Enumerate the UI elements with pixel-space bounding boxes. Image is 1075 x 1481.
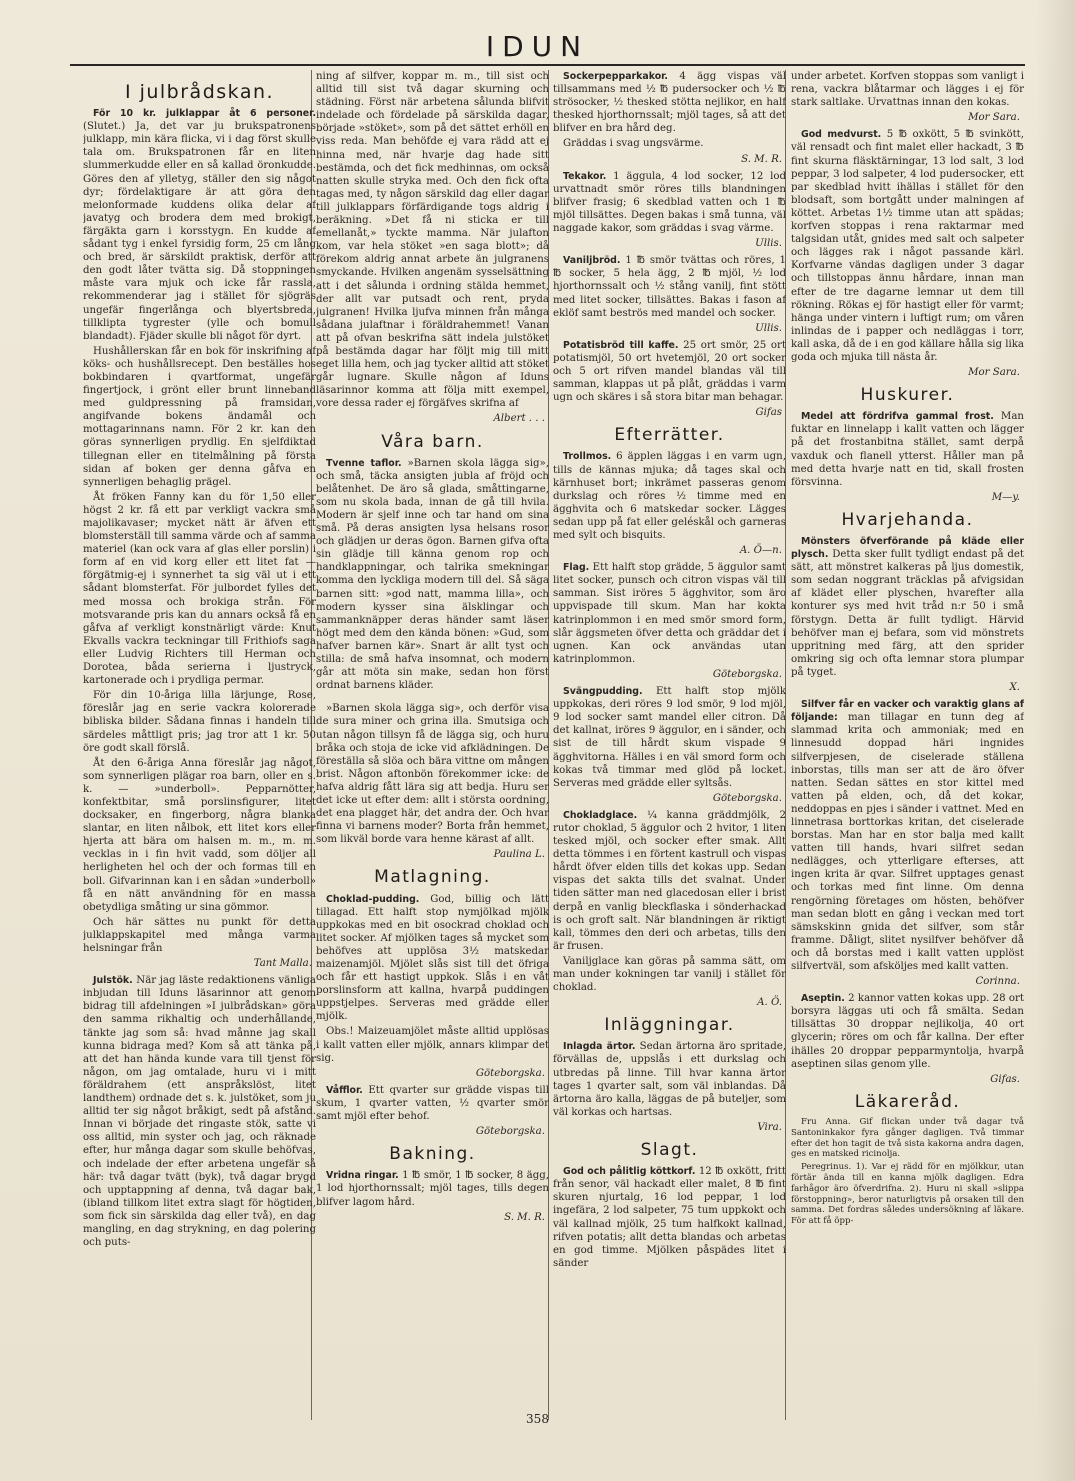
signature: Göteborgska. xyxy=(475,1126,545,1138)
signature: Mor Sara. xyxy=(968,112,1020,124)
article-text: Obs.! Maizeuamjölet måste alltid upplösas i kallt vatten eller mjölk, annars klimpar det sig. xyxy=(316,1026,549,1064)
article-text: Åt den 6-åriga Anna föreslår jag något, som synnerligen plägar roa barn, oller en s. k. — »underboll». Pepparnötter, konfektbitar, små porslinsfigurer, litet docksaker, en fingerborg, några blanka slantar, en liten nålbok, ett litet kors eller hjerta att bära om halsen m. m., m. m. vecklas in i fin hvit vadd, som döljer all herligheten hel och der och formas till en boll. Gifvarinnan kan i en sådan »underboll» få en nätt användning för en massa obetydliga småting ur sina gömmor. xyxy=(83,757,316,913)
signature: M—y. xyxy=(991,491,1020,503)
article-lead: God och pålitlig köttkorf. xyxy=(563,1166,696,1178)
article-lead: Potatisbröd till kaffe. xyxy=(563,339,679,351)
article-lead: Sockerpepparkakor. xyxy=(563,71,668,82)
column-1 xyxy=(83,70,316,1430)
article-lead: Svängpudding. xyxy=(563,686,643,698)
masthead: IDUN xyxy=(485,30,590,63)
article-lead: Medel att fördrifva gammal frost. xyxy=(801,411,994,423)
article-lead: Chokladglace. xyxy=(563,809,638,821)
column-2 xyxy=(316,70,549,1430)
signature: Göteborgska. xyxy=(712,668,782,680)
heading-efterratter: Efterrätter. xyxy=(614,425,725,446)
article-text: Fru Anna. Gif flickan under två dagar två Santoninkakor fyra gånger dagligen. Två timmar efter det hon tagit de två sista kakorna andra dagen, ges en matsked ricinolja. xyxy=(791,1116,1024,1160)
signature: S. M. R. xyxy=(741,153,782,165)
article-lead: För 10 kr. julklappar åt 6 personer. xyxy=(93,108,316,120)
article-lead: Tekakor. xyxy=(563,170,607,182)
article-text: (Slutet.) Ja, det var ju brukspatronens julklapp, min kära flicka, vi i dag först skulle tala om. Brukspatronen får en liten slummerkudde eller en så kallad öronkudde. Göres den af ylletyg, ställer den sig något dyr; fördelaktigare är att göra den melonformade kuddens olika delar af javatyg och brodera dem med brokigt, färgäkta garn i korsstygn. En kudde af sådant tyg i enkel fyrsidig form, 25 cm lång och bred, är särskildt praktisk, derför att den godt låter tvätta sig. Då stoppningen måste vara mjuk och icke får rassla, rekommenderar jag i stället för sjögräs ungefär fingerlånga och blyertsbreda, tillklipta tygrester (ylle och bomull blandadt). Fjäder skulle bli något för dyrt. xyxy=(83,121,316,342)
article-text: Ett halft stop mjölk uppkokas, deri röres 9 lod smör, 9 lod mjöl, 9 lod socker samt mandel eller citron. Då det kallnat, iröres 9 äggulor, en i sänder, och sist de till hårdt skum vispade 9 ägghvitorna. Hälles i en väl smord form och kokas två timmar med glöd på locket. Serveras med grädde eller syltsås. xyxy=(553,686,786,789)
signature: Tant Malla. xyxy=(253,958,312,970)
article-text: 6 äpplen läggas i en varm ugn, tills de kännas mjuka; då tages skal och kärnhuset bort; inkrämet passeras genom durkslag och röres ½ timme med en ägghvita och 6 matskedar socker. Lägges sedan upp på fat eller geléskål och garneras med sylt och bisquits. xyxy=(553,451,786,541)
heading-bakning: Bakning. xyxy=(389,1144,476,1165)
page-edge-shadow xyxy=(1035,0,1075,1481)
signature: Gifas xyxy=(755,407,782,419)
article-lead: Inlagda ärtor. xyxy=(563,1041,636,1053)
article-lead: Mönsters öfverförande på kläde eller plysch. xyxy=(791,536,1024,561)
heading-vara-barn: Våra barn. xyxy=(381,431,484,452)
article-lead: Våfflor. xyxy=(326,1084,363,1096)
article-lead: Vaniljbröd. xyxy=(563,255,621,267)
heading-hvarjehanda: Hvarjehanda. xyxy=(841,509,974,530)
article-lead: Tvenne taflor. xyxy=(326,457,402,469)
article-lead: Aseptin. xyxy=(801,993,845,1005)
article-text: Vaniljglace kan göras på samma sätt, om man under kokningen tar vanilj i stället för choklad. xyxy=(553,955,786,994)
article-lead: God medvurst. xyxy=(801,129,882,141)
article-text: 1 äggula, 4 lod socker, 12 lod urvattnadt smör röres tills blandningen blifver frasig; 6 skedblad vatten och 1 ℔ mjöl tillsättes. Degen bakas i små tunna, väl naggade kakor, som gräddas i svag värme. xyxy=(553,170,786,235)
heading-lakarerad: Läkareråd. xyxy=(854,1091,961,1112)
heading-slagt: Slagt. xyxy=(640,1140,699,1161)
article-text: Och här sättes nu punkt för detta julklappskapitel med många varma helsningar från xyxy=(83,916,316,954)
article-lead: Silfver får en vacker och varaktig glans af följande: xyxy=(791,699,1024,724)
article-lead: Vridna ringar. xyxy=(326,1170,399,1182)
heading-huskurer: Huskurer. xyxy=(860,385,955,406)
page-number: 358 xyxy=(526,1412,549,1426)
heading-matlagning: Matlagning. xyxy=(374,867,491,888)
article-text: ning af silfver, koppar m. m., till sist och alltid till sist två dagar skurning och städning. Först när arbetena sålunda blifvit indelade och fördelade på särskilda dagar, började »stöket», som på det sättet erhöll en viss reda. Man behöfde ej vara rädd att ej hinna med, när hvarje dag hade sitt bestämda, och det fick medhinnas, om också natten skulle stryka med. Och den fick ofta tagas med, ty någon särskild dag eller dagar till julklappars förfärdigande togs aldrig i beräkning. »Det få ni sticka er till emellanåt,» tyckte mamma. När julafton kom, var hela stöket »en saga blott»; då förekom aldrig annat arbete än julgranens smyckande. Hvilken angenäm sysselsättning att i det sålunda i ordning stälda hemmet, der allt var putsadt och rent, pryda julgranen! Hvilka ljufva minnen från många sådana julaftnar i föräldrahemmet! Vanan att på ofvan beskrifna sätt indela julstöket på bestämda dagar har följt mig till mitt eget lilla hem, och jag tycker alltid att stöket går lugnare. Skulle någon af Iduns läsarinnor komma att följa mitt exempel, vore dessa rader ej förgäfves skrifna af xyxy=(316,71,549,410)
signature: X. xyxy=(1009,682,1020,694)
article-text: ¼ kanna gräddmjölk, 2 rutor choklad, 5 äggulor och 2 hvitor, 1 liten tesked mjöl, och socker efter smak. Allt detta tömmes i en förtent kastrull och vispas hårdt öfver elden tills det kokas upp. Sedan vispas det sakta tills det svalnat. Under tiden sätter man ned glacedosan eller i brist derpå en vanlig bleckflaska i sönderhackad is och groft salt. När blandningen är riktigt kall, tömmes den deri och arbetas, tills den är frusen. xyxy=(553,809,786,952)
signature: A. Ö. xyxy=(757,997,782,1009)
article-text: under arbetet. Korfven stoppas som vanligt i rena, vackra blåtarmar och lägges i ej för stark saltlake. Urvattnas innan den kokas. xyxy=(791,71,1024,109)
column-3 xyxy=(553,70,786,1430)
article-text: 2 kannor vatten kokas upp. 28 ort borsyra läggas uti och få smälta. Sedan tillsättas 30 droppar nejlikolja, 40 ort glycerin; röres om och får kallna. Der efter ihälles 20 droppar pepparmyntolja, hvarpå aseptinen silas genom ylle. xyxy=(791,993,1024,1070)
signature: Gifas. xyxy=(990,1073,1020,1085)
article-text: 1 ℔ smör tvättas och röres, 1 ℔ socker, 5 hela ägg, 2 ℔ mjöl, ½ lod hjorthornssalt och ½ stång vanilj, fint stött med litet socker, tillsättes. Bakas i fason af eklöf samt beströs med mandel och socker. xyxy=(553,255,786,319)
signature: Ullis. xyxy=(755,238,782,250)
article-text: Hushållerskan får en bok för inskrifning af köks- och hushållsrecept. Den beställes hos bokbindaren i qvartformat, ungefär fingertjock, i grönt eller brunt linneband med guldpressning på framsidan, angifvande bokens ändamål och mottagarinnans namn. För 2 kr. kan den göras synnerligen prydlig. En sjelfdiktad tillegnan eller en titelmålning på första sidan af boken ger denna gåfva en synnerligen behaglig prägel. xyxy=(83,345,316,488)
article-lead: Trollmos. xyxy=(563,451,612,463)
article-text: »Barnen skola lägga sig», och derför visa de sura miner och grina illa. Smutsiga och utan någon tillsyn få de lägga sig, och huru bråka och stoja de icke vid afklädningen. De föreställa så slöa och bära vittne om mången brist. Någon aftonbön förekommer icke: de hafva aldrig fått lära sig att bedja. Huru ser det icke ut efter dem: allt i största oordning, det ena plagget här, det andra der. Och hvar finna vi barnens moder? Borta från hemmet, som likväl borde vara henne kärast af allt. xyxy=(316,703,549,846)
article-text: 1 ℔ smör, 1 ℔ socker, 8 ägg, 1 lod hjorthornssalt; mjöl tages, tills degen blifver lagom hård. xyxy=(316,1170,549,1208)
signature: Göteborgska. xyxy=(712,792,782,804)
heading-inlaggningar: Inläggningar. xyxy=(604,1015,735,1036)
article-text: Detta sker fullt tydligt endast på det sätt, att mönstret kalkeras på ljus domestik, som sedan noggrant träcklas på afvigsidan af klädet eller plyschen, hvarefter alla konturer sys med hvit tråd n:r 50 i små förstygn. Detta är fullt tydligt. Härvid behöfver man ej befara, som vid mönstrets uppritning med färg, att den sprider omkring sig och ofta lemnar stora plumpar på tyget. xyxy=(791,549,1024,678)
signature: Paulina L. xyxy=(493,849,545,861)
signature: Vira. xyxy=(757,1121,782,1133)
article-text: man tillagar en tunn deg af slammad krita och ammoniak; med en linnesudd doppad häri ingnides silfverpjesen, de ciselerade ställena inborstas, tills man ser att de äro öfver natten. Sedan sättes en stor kittel med vatten på elden, och, då det kokar, neddoppas en pjes i sänder i vattnet. Med en linnetrasa borttorkas kritan, det ciselerade borstas. Man har en stor balja med kallt vatten till hands, hvari silfret sedan nedlägges, och ytterligare efterses, att ingen krita är qvar. Silfret upptages genast och torkas med fint linne. Om denna rengörning företages om hösten, behöfver man sedan blott en gång i veckan med tort sämskskinn gnida det silfver, som står framme. Dåligt, slitet nysilfver behöfver då och då borstas med i kallt vatten upplöst silfvertväl, som afsköljes med kallt vatten. xyxy=(791,712,1024,972)
article-text: När jag läste redaktionens vänliga inbjudan till Iduns läsarinnor att genom bidrag till afdelningen »I julbrådskan» göra den samma rikhaltig och underhållande, tänkte jag som så: hvad månne jag skall kunna bidraga med? Kom så att tänka på, att det han hända kunde vara till tjenst för någon, om jag omtalade, huru vi i mitt föräldrahem (ett anspråkslöst, litet landthem) ordnade det s. k. julstöket, som ju alltid ter sig något bråkigt, sedt på afstånd. Innan vi började det ringaste stök, satte vi oss alltid, min syster och jag, och räknade efter, hur många dagar som skulle behöfvas, och indelade der efter arbetena ungefär så här: två dagar tvätt (byk), två dagar brygd och upptappning af denna, två dagar bak, (ibland tillkom litet extra slagt för högtiden, som fick sin särskilda dag eller två), en dag mangling, en dag strykning, en dag polering och puts- xyxy=(83,975,316,1249)
article-text: Gräddas i svag ungsvärme. xyxy=(563,138,704,150)
signature: Göteborgska. xyxy=(475,1067,545,1079)
article-text: Ett qvarter sur grädde vispas till skum, 1 qvarter vatten, ½ qvarter smör samt mjöl efter behof. xyxy=(316,1084,549,1123)
article-text: Åt fröken Fanny kan du för 1,50 eller högst 2 kr. få ett par verkligt vackra små majolikavaser; mycket nätt är äfven ett blomsterställ till samma värde och af samma materiel (kan ock vara af glas eller porslin) i form af en vid korg eller ett litet fat — förgätmig-ej i synnerhet ta sig väl ut i ett sådant blomsterfat. För julbordet fylles det med mossa och brokiga strån. För motsvarande pris kan du annars också få en gåfva af verkligt konstnärligt värde: Knut Ekvalls vackra teckningar till Frithiofs saga eller Ludvig Richters till Herman och Dorotea, båda serierna i ljustryck, kartonerade och i prydliga permar. xyxy=(83,491,316,687)
masthead-rule xyxy=(70,64,1025,66)
article-lead: Choklad-pudding. xyxy=(326,893,420,905)
article-text: God, billig och lätt tillagad. Ett halft stop nymjölkad mjölk uppkokas med en bit osockrad choklad och litet socker. Af mjölken tages så mycket som behöfves att upplösa 3½ matskedar maizenamjöl. Mjölet slås sist till det öfriga och får ett hastigt uppkok. Slås i en våt porslinsform att kallna, hvarpå puddingen uppstjelpes. Serveras med grädde eller mjölk. xyxy=(316,893,549,1023)
article-text: Man fuktar en linnelapp i kallt vatten och lägger på det frostanbitna stället, samt derpå vaxduk och flanell ytterst. Håller man på med detta hvarje natt en tid, skall frosten försvinna. xyxy=(791,411,1024,488)
article-text: »Barnen skola lägga sig», och små, täcka ansigten jubla af fröjd och belåtenhet. De äro så glada, småttingarne, som nu skola bada, innan de gå till hvila. Modern är sjelf inne och tar hand om sina små. På deras ansigten lysa helsans rosor och glädjen ur deras ögon. Barnen gifva ofta sin glädje till känna genom rop och handklappningar, och talrika smekningar komma den lyckliga modern till del. Så säga barnen sitt: »god natt, mamma lilla», och modern kysser sina älsklingar och sammanknäpper deras händer samt läser högt med dem den kända bönen: »Gud, som hafver barnen kär». Snart är allt tyst och stilla: de små hafva insomnat, och modern går att möta sin make, sedan hon först ordnat barnens kläder. xyxy=(316,457,549,692)
signature: Ullis. xyxy=(755,322,782,334)
article-lead: Julstök. xyxy=(93,975,133,987)
article-text: Sedan ärtorna äro spritade, förvällas de, uppslås i ett durkslag och utbredas på linne. Till hvar kanna ärtor tages 1 qvarter salt, som väl inblandas. Då ärtorna äro kalla, läggas de på buteljer, som väl korkas och hartsas. xyxy=(553,1041,786,1118)
signature: Albert . . . xyxy=(493,413,545,425)
signature: A. Ö—n. xyxy=(739,545,782,557)
signature: Corinna. xyxy=(975,976,1020,988)
heading-julbradskan: I julbrådskan. xyxy=(124,81,275,103)
article-text: 5 ℔ oxkött, 5 ℔ svinkött, väl rensadt och fint malet eller hackadt, 3 ℔ fint skurna fläsktärningar, 13 lod salt, 3 lod peppar, 3 lod salpeter, 4 lod pudersocker, ett par skedblad hvitt ihällas i stället för den blodsaft, som bortgått under malningen af köttet. Arbetas 1½ timme utan att spädas; korfven stoppas i rena raktarmar med talgsidan utåt, gnides med salt och salpeter och lägges rak i något passande kärl. Korfvarne vändas dagligen under 3 dagar och tillstoppas ännu hårdare, innan man efter de tre dagarne lemnar ut dem till rökning. Rökas ej för hastigt eller för varmt; hänga under vintern i luftigt rum; om våren inlindas de i papper och nedläggas i torr, kall aska, då de i en god källare hålla sig lika goda och mjuka till nästa år. xyxy=(791,129,1024,363)
article-lead: Flag. xyxy=(563,562,590,574)
column-4 xyxy=(791,70,1024,1430)
article-text: Ett halft stop grädde, 5 äggulor samt litet socker, punsch och citron vispas väl till samman. Sist iröres 5 ägghvitor, som äro uppvispade till skum. Man har kokta katrinplommon i en med smör smord form, slår äggsmeten öfver detta och gräddar det i ugnen. Kan ock användas utan katrinplommon. xyxy=(553,562,786,665)
article-text: 12 ℔ oxkött, fritt från senor, väl hackadt eller malet, 8 ℔ fint skuren njurtalg, 16 lod peppar, 1 lod ingefära, 2 lod salpeter, 75 tum uppkokt och väl kallnad mjölk, 25 tum halfkokt kallnad, rifven potatis; allt detta blandas och arbetas en god timme. Mjölken påspädes litet i sänder xyxy=(553,1166,786,1269)
signature: Mor Sara. xyxy=(968,367,1020,379)
signature: S. M. R. xyxy=(504,1211,545,1223)
article-text: Peregrinus. 1). Var ej rädd för en mjölkkur, utan förtär ända till en kanna mjölk dagligen. Edra farhågor äro öfverdrifna. 2). Huru ni skall »slippa förstoppning», beror naturligtvis på orsaken till den samma. Det fordras således undersökning af läkare. För att få öpp- xyxy=(791,1162,1024,1227)
article-text: 25 ort smör, 25 ort potatismjöl, 50 ort hvetemjöl, 20 ort socker och 5 ort rifven mandel blandas väl till samman, klappas ut på plåt, gräddas i varm ugn och skäres i så stora bitar man behagar. xyxy=(553,339,786,404)
article-text: För din 10-åriga lilla lärjunge, Rose, föreslår jag en serie vackra kolorerade bibliska bilder. Sådana finnas i handeln till särdeles måttligt pris; jag tror att 1 kr. 50 öre godt skall förslå. xyxy=(83,690,316,754)
article-text: 4 ägg vispas väl tillsammans med ½ ℔ pudersocker och ½ ℔ strösocker, ½ thesked stötta nejlikor, en half thesked hjorthornssalt; mjöl tages, så att det blifver en bra hård deg. xyxy=(553,71,786,135)
